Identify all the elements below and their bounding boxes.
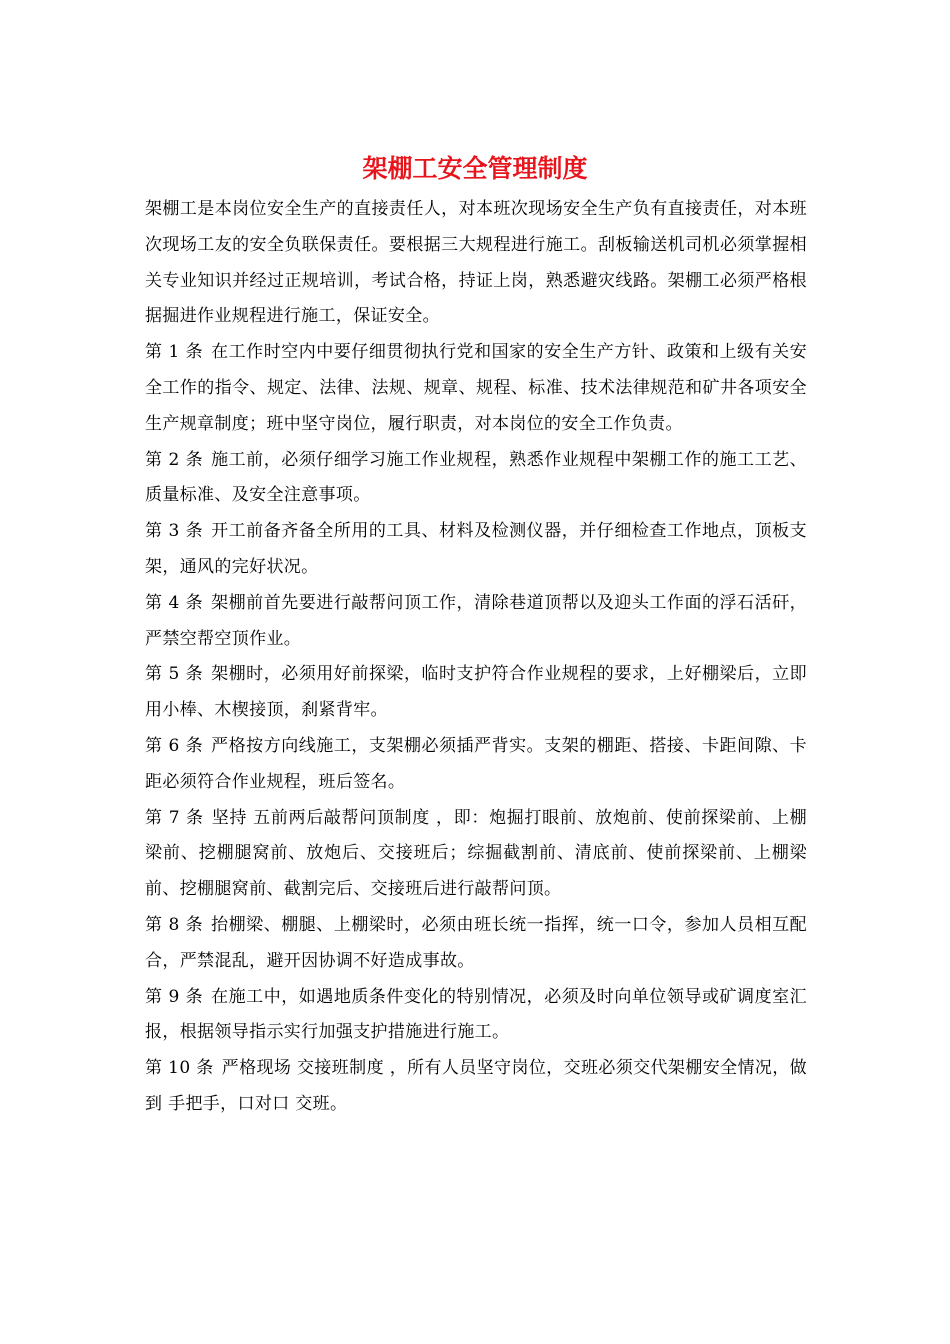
article-2 [145,443,807,515]
article-text: 架棚时，必须用好前探梁，临时支护符合作业规程的要求，上好棚梁后，立即用小棒、木楔接顶，刹紧背牢。 [145,664,807,721]
article-text: 架棚前首先要进行敲帮问顶工作，清除巷道顶帮以及迎头工作面的浮石活矸，严禁空帮空顶作业。 [145,592,807,649]
article-text: 严格现场 交接班制度 ，所有人员坚守岗位，交班必须交代架棚安全情况，做到 手把手，口对口 交班。 [145,1058,807,1114]
article-1 [145,335,807,442]
article-8 [145,908,807,980]
article-text: 在施工中，如遇地质条件变化的特别情况，必须及时向单位领导或矿调度室汇报，根据领导指示实行加强支护措施进行施工。 [145,986,807,1043]
article-label: 第 1 条 [145,342,204,363]
intro-paragraph: 架棚工是本岗位安全生产的直接责任人，对本班次现场安全生产负有直接责任，对本班次现场工友的安全负联保责任。要根据三大规程进行施工。刮板输送机司机必须掌握相关专业知识并经过正规培训，考试合格，持证上岗，熟悉避灾线路。架棚工必须严格根据掘进作业规程进行施工，保证安全。 [145,199,807,327]
article-text: 施工前，必须仔细学习施工作业规程，熟悉作业规程中架棚工作的施工工艺、质量标准、及安全注意事项。 [145,449,807,506]
article-label: 第 3 条 [145,521,204,542]
article-10 [145,1051,807,1123]
article-3 [145,514,807,586]
article-label: 第 10 条 [145,1058,214,1079]
article-5 [145,657,807,729]
article-text: 抬棚梁、棚腿、上棚梁时，必须由班长统一指挥，统一口令，参加人员相互配合，严禁混乱，避开因协调不好造成事故。 [145,914,807,971]
article-label: 第 7 条 [145,807,204,828]
article-label: 第 8 条 [145,914,204,935]
article-9 [145,980,807,1052]
article-label: 第 2 条 [145,449,204,470]
article-4 [145,586,807,658]
document-title: 架棚工安全管理制度 [362,154,588,183]
article-text: 严格按方向线施工，支架棚必须插严背实。支架的棚距、搭接、卡距间隙、卡距必须符合作业规程，班后签名。 [145,735,807,792]
article-label: 第 4 条 [145,592,204,613]
document-body [145,192,807,1123]
article-label: 第 5 条 [145,664,204,685]
article-text: 开工前备齐备全所用的工具、材料及检测仪器，并仔细检查工作地点，顶板支架，通风的完好状况。 [145,521,807,577]
article-text: 坚持 五前两后敲帮问顶制度 ，即：炮掘打眼前、放炮前、使前探梁前、上棚梁前、挖棚腿窝前、放炮后、交接班后；综掘截割前、清底前、使前探梁前、上棚梁前、挖棚腿窝前、截割完后、交接班后进行敲帮问顶。 [145,807,807,900]
article-7 [145,801,807,908]
article-label: 第 9 条 [145,986,204,1007]
article-6 [145,729,807,801]
article-text: 在工作时空内中要仔细贯彻执行党和国家的安全生产方针、政策和上级有关安全工作的指令、规定、法律、法规、规章、规程、标准、技术法律规范和矿井各项安全生产规章制度；班中坚守岗位，履行职责，对本岗位的安全工作负责。 [145,342,807,434]
article-label: 第 6 条 [145,735,204,756]
